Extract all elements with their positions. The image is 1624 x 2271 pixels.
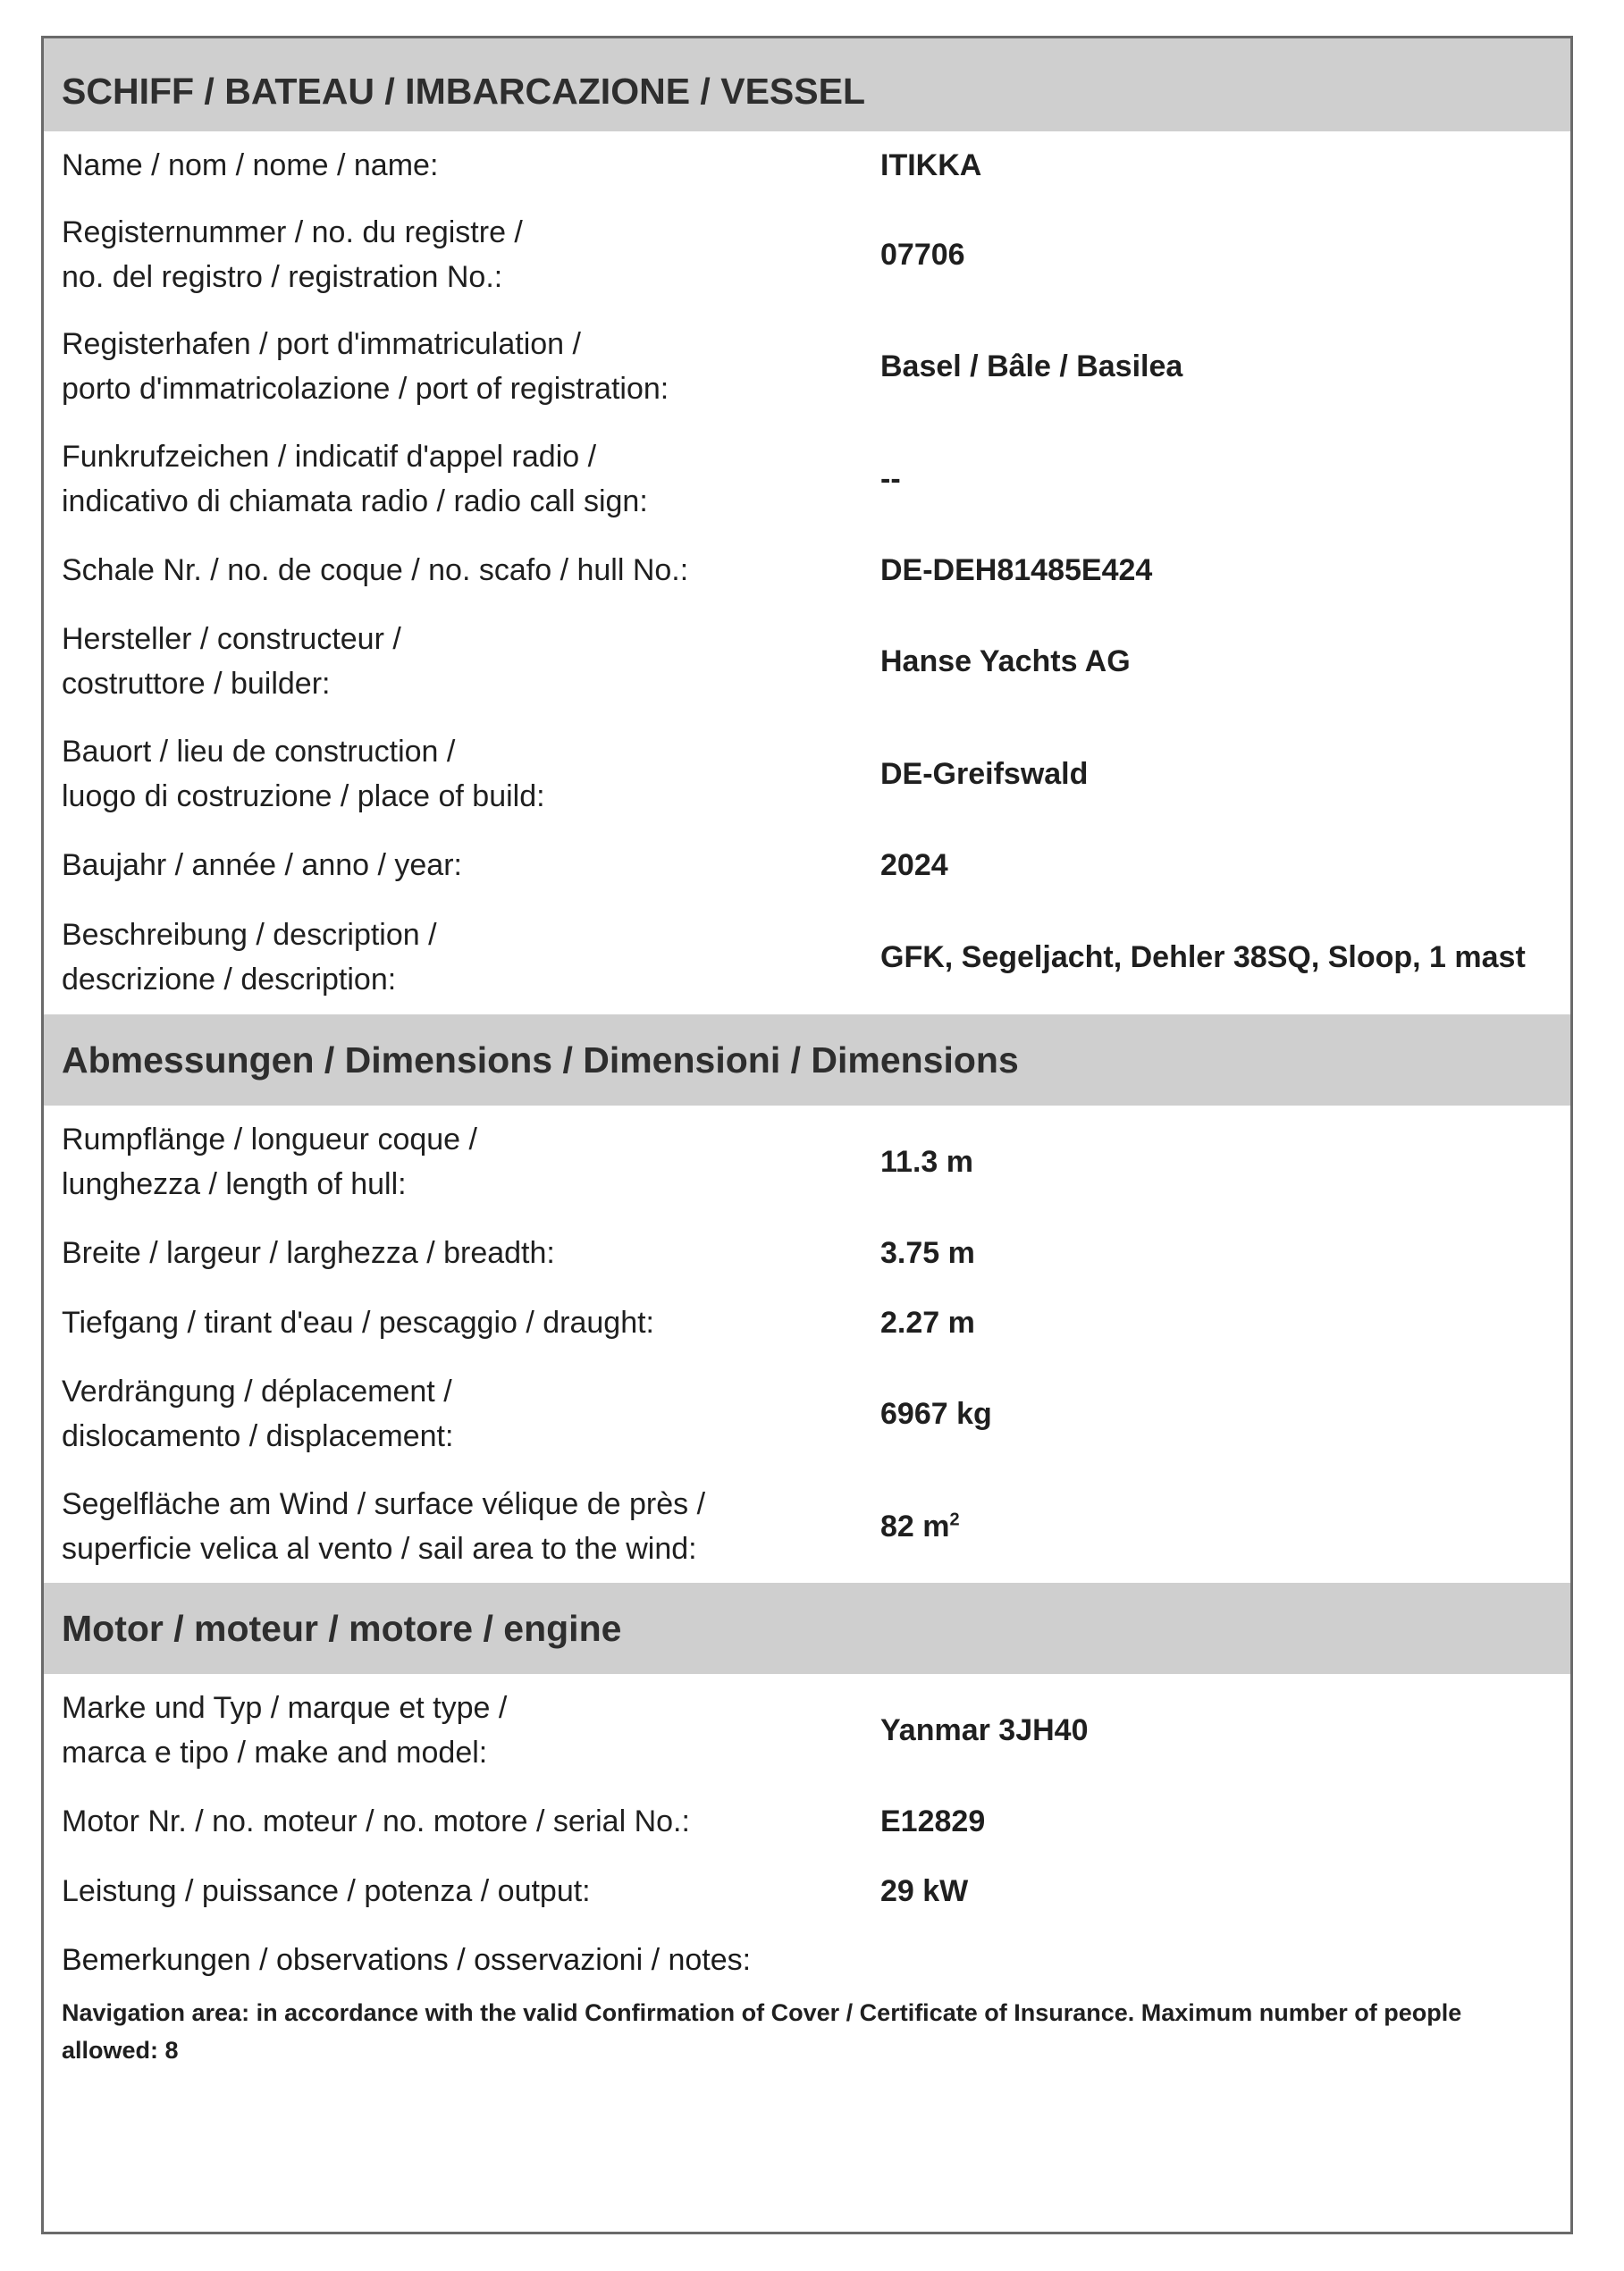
label-line: no. del registro / registration No.:	[62, 260, 503, 294]
label-line: Funkrufzeichen / indicatif d'appel radio /	[62, 440, 597, 474]
radio-call-sign-label	[44, 434, 880, 524]
engine-output-row	[44, 1856, 1570, 1926]
hull-number-label: Schale Nr. / no. de coque / no. scafo / hull No.:	[62, 553, 689, 587]
label-line: dislocamento / displacement:	[62, 1419, 454, 1453]
label-line: Verdrängung / déplacement /	[62, 1375, 452, 1409]
notes-label: Bemerkungen / observations / osservazioni / notes:	[62, 1943, 752, 1977]
label-line: Marke und Typ / marque et type /	[62, 1691, 508, 1725]
sail-area-number: 82 m	[880, 1510, 950, 1543]
place-of-build-value: DE-Greifswald	[880, 757, 1089, 791]
sail-area-label	[44, 1482, 880, 1571]
sail-area-row	[44, 1470, 1570, 1583]
vessel-name-value: ITIKKA	[880, 148, 982, 182]
builder-value: Hanse Yachts AG	[880, 644, 1131, 678]
builder-label	[44, 617, 880, 706]
length-of-hull-row	[44, 1106, 1570, 1218]
draught-value: 2.27 m	[880, 1306, 975, 1340]
length-of-hull-label	[44, 1117, 880, 1207]
registration-number-value: 07706	[880, 238, 965, 272]
label-line: marca e tipo / make and model:	[62, 1736, 488, 1770]
place-of-build-label	[44, 729, 880, 819]
description-value: GFK, Segeljacht, Dehler 38SQ, Sloop, 1 mast	[880, 940, 1526, 974]
engine-serial-value: E12829	[880, 1804, 986, 1838]
label-line: descrizione / description:	[62, 963, 397, 997]
radio-call-sign-row	[44, 423, 1570, 535]
hull-number-value: DE-DEH81485E424	[880, 553, 1153, 587]
sail-area-superscript: 2	[949, 1510, 960, 1530]
vessel-name-label: Name / nom / nome / name:	[62, 148, 439, 182]
label-line: Registernummer / no. du registre /	[62, 215, 523, 249]
label-line: indicativo di chiamata radio / radio call sign:	[62, 484, 648, 518]
label-line: Hersteller / constructeur /	[62, 622, 401, 656]
dimensions-section-header: Abmessungen / Dimensions / Dimensioni / Dimensions	[44, 1014, 1570, 1106]
label-line: porto d'immatricolazione / port of registration:	[62, 372, 669, 406]
engine-serial-row	[44, 1787, 1570, 1856]
registration-number-row	[44, 199, 1570, 310]
notes-text: Navigation area: in accordance with the valid Confirmation of Cover / Certificate of Insurance. Maximum number of people allowed: 8	[62, 1999, 1462, 2064]
engine-output-value: 29 kW	[880, 1874, 969, 1908]
year-row	[44, 830, 1570, 900]
vessel-certificate	[41, 36, 1573, 2234]
label-line: costruttore / builder:	[62, 667, 331, 701]
label-line: lunghezza / length of hull:	[62, 1167, 407, 1201]
label-line: Segelfläche am Wind / surface vélique de près /	[62, 1487, 706, 1521]
breadth-label: Breite / largeur / larghezza / breadth:	[62, 1236, 555, 1270]
description-label	[44, 913, 880, 1002]
displacement-value: 6967 kg	[880, 1397, 992, 1431]
port-of-registration-label	[44, 322, 880, 411]
registration-number-label	[44, 210, 880, 299]
displacement-row	[44, 1358, 1570, 1470]
vessel-name-row	[44, 131, 1570, 199]
engine-section-header: Motor / moteur / motore / engine	[44, 1583, 1570, 1674]
make-and-model-label	[44, 1686, 880, 1775]
label-line: luogo di costruzione / place of build:	[62, 779, 545, 813]
label-line: Bauort / lieu de construction /	[62, 735, 456, 769]
label-line: Registerhafen / port d'immatriculation /	[62, 327, 581, 361]
breadth-row	[44, 1218, 1570, 1288]
label-line: Rumpflänge / longueur coque /	[62, 1123, 477, 1157]
displacement-label	[44, 1369, 880, 1459]
make-and-model-row	[44, 1674, 1570, 1787]
builder-row	[44, 605, 1570, 718]
year-label: Baujahr / année / anno / year:	[62, 848, 462, 882]
make-and-model-value: Yanmar 3JH40	[880, 1713, 1089, 1747]
draught-label: Tiefgang / tirant d'eau / pescaggio / draught:	[62, 1306, 654, 1340]
radio-call-sign-value: --	[880, 462, 901, 496]
engine-output-label: Leistung / puissance / potenza / output:	[62, 1874, 591, 1908]
vessel-section-header: SCHIFF / BATEAU / IMBARCAZIONE / VESSEL	[44, 38, 1570, 131]
year-value: 2024	[880, 848, 948, 882]
port-of-registration-row	[44, 310, 1570, 423]
engine-serial-label: Motor Nr. / no. moteur / no. motore / serial No.:	[62, 1804, 690, 1838]
description-row	[44, 900, 1570, 1014]
sail-area-value	[880, 1504, 1570, 1549]
label-line: superficie velica al vento / sail area to the wind:	[62, 1532, 697, 1566]
place-of-build-row	[44, 718, 1570, 830]
breadth-value: 3.75 m	[880, 1236, 975, 1270]
draught-row	[44, 1288, 1570, 1358]
port-of-registration-value: Basel / Bâle / Basilea	[880, 349, 1183, 383]
hull-number-row	[44, 535, 1570, 605]
length-of-hull-value: 11.3 m	[880, 1145, 973, 1179]
label-line: Beschreibung / description /	[62, 918, 437, 952]
